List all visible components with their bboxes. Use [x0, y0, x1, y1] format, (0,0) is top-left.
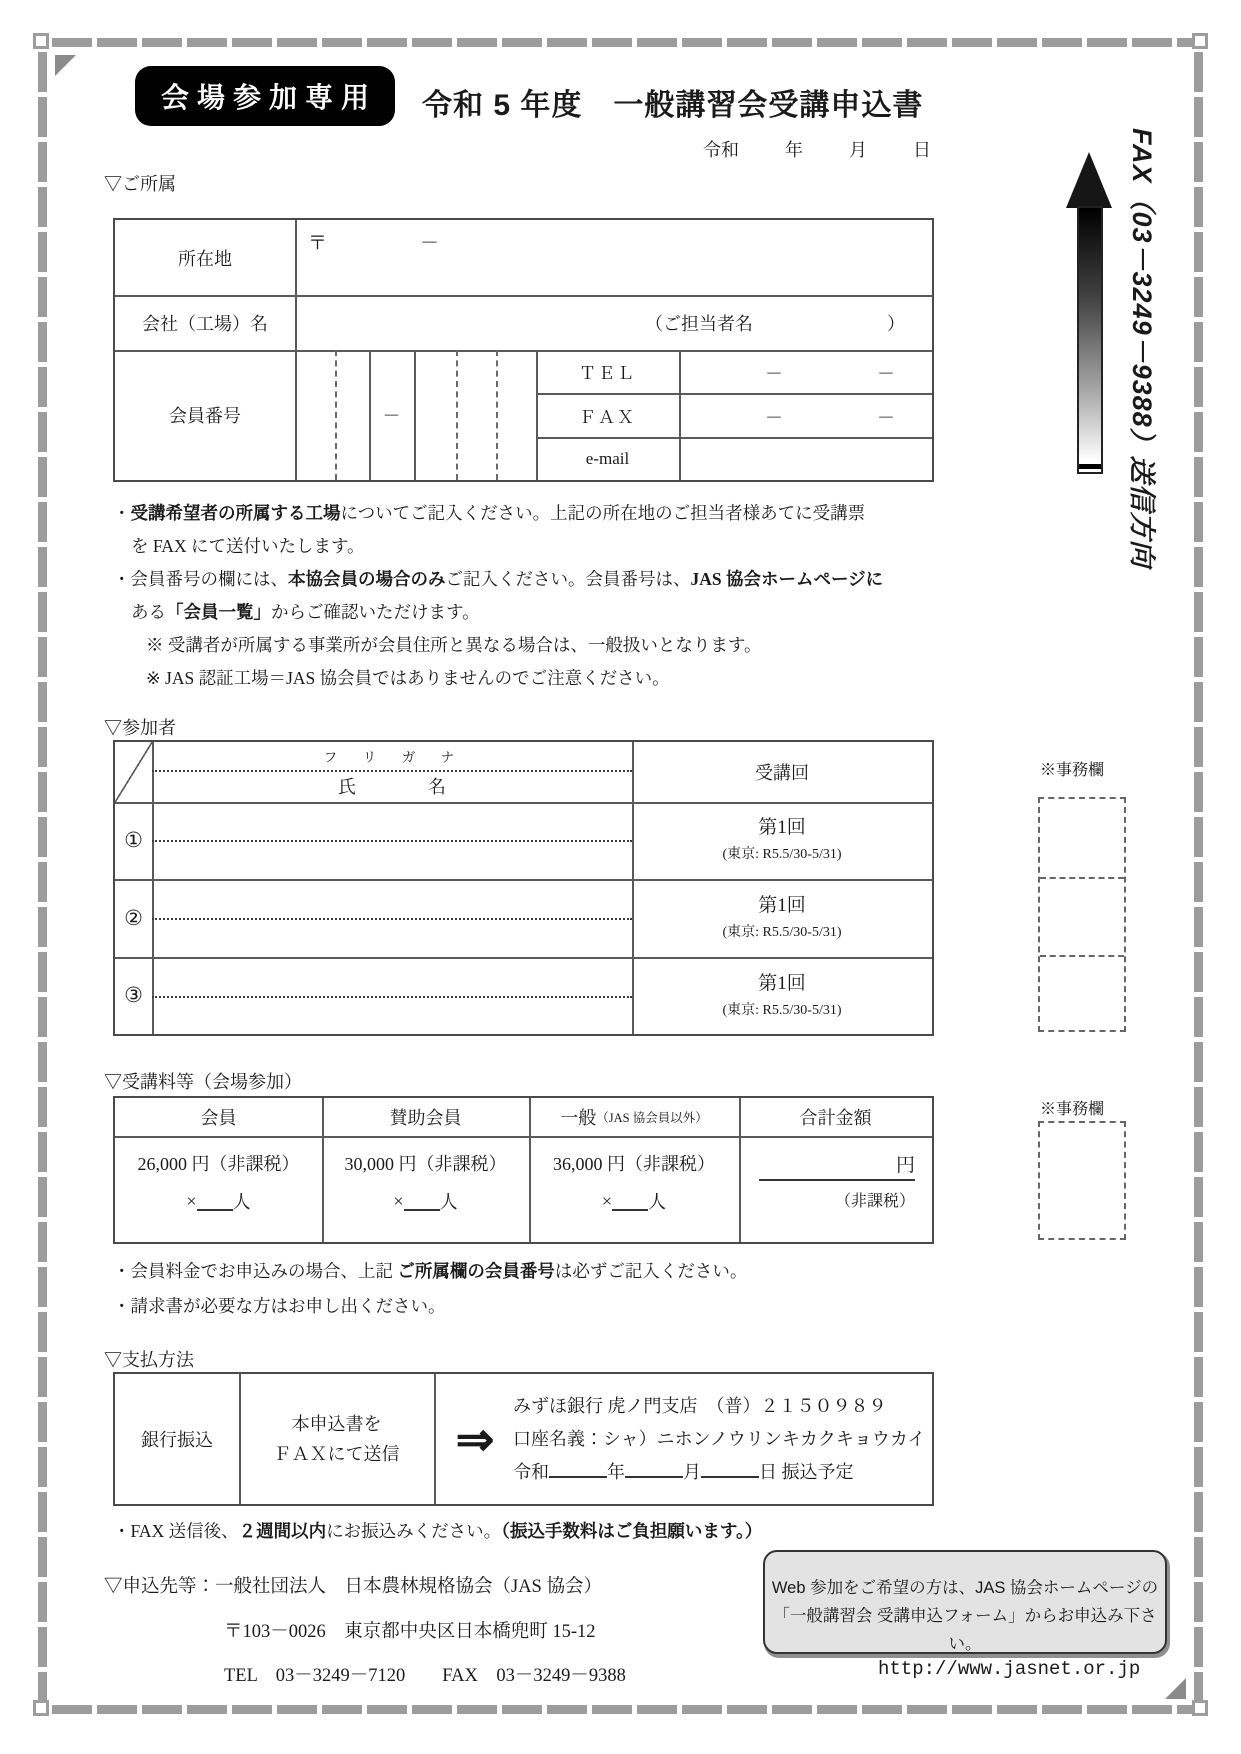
- member-number-dash: －: [382, 406, 401, 426]
- fax-direction-caption: FAX（03－3249－9388）送信方向: [1127, 128, 1157, 568]
- fee-member-count[interactable]: [115, 1186, 322, 1216]
- payment-action-line2: ＦＡＸにて送信: [273, 1444, 400, 1464]
- fee-support-price: 30,000 円（非課税）: [344, 1154, 507, 1174]
- fee-header-member: 会員: [200, 1108, 237, 1128]
- payment-action-line1: 本申込書を: [291, 1414, 382, 1434]
- border-left: [38, 52, 47, 1702]
- fee-header-support: 賛助会員: [389, 1108, 462, 1128]
- web-box-line1: Web 参加をご希望の方は、JAS 協会ホームページの: [771, 1579, 1159, 1597]
- participant-row-number: ③: [124, 983, 143, 1007]
- note-seg: は必ずご記入ください。: [554, 1261, 748, 1281]
- payment-action: [239, 1374, 434, 1504]
- section-affiliation-label: ▽ご所属: [104, 174, 176, 194]
- office-use-box: [1038, 797, 1126, 1032]
- payment-table: [113, 1372, 934, 1506]
- participant-name-cell[interactable]: [152, 957, 632, 1034]
- fee-general-count[interactable]: [529, 1186, 739, 1216]
- footer-address: 〒103－0026 東京都中央区日本橋兜町 15-12: [224, 1622, 596, 1642]
- note-seg: ある: [131, 602, 166, 622]
- date-year: 年: [785, 140, 803, 160]
- count-blank: [197, 1191, 233, 1211]
- note-seg: からご確認いただけます。: [271, 602, 480, 622]
- fee-support-count[interactable]: [322, 1186, 529, 1216]
- note-seg: ご所属欄の会員番号: [397, 1261, 555, 1281]
- note-line: [113, 500, 865, 525]
- note-line: [146, 632, 761, 657]
- furigana-header: フ リ ガ ナ: [323, 750, 461, 765]
- participant-name-cell[interactable]: [152, 802, 632, 879]
- border-triangle-br-icon: [1165, 1678, 1186, 1699]
- note-line: [131, 599, 480, 624]
- note-seg: 受講希望者の所属する工場: [130, 503, 341, 523]
- tel-dash2: －: [877, 364, 895, 384]
- double-arrow-icon: ⇒: [455, 1414, 495, 1465]
- footer-tel-fax: TEL 03－3249－7120 FAX 03－3249－9388: [224, 1666, 626, 1686]
- fee-header-general-main: 一般: [560, 1108, 597, 1128]
- note-seg: ・会員料金でお申込みの場合、上記: [113, 1261, 398, 1281]
- divider-line: [679, 350, 681, 480]
- up-arrow-icon: [1066, 152, 1112, 208]
- border-corner-bl: [33, 1700, 49, 1716]
- company-label: 会社（工場）名: [142, 313, 268, 334]
- badge-label: 会場参加専用: [160, 82, 377, 113]
- session-header: 受講回: [755, 763, 809, 783]
- session-value: 第1回: [758, 972, 806, 994]
- bank-details: [513, 1390, 925, 1489]
- fee-header-general-note: （JAS 協会員以外）: [596, 1111, 708, 1125]
- date-month: 月: [849, 140, 867, 160]
- fax-label: ＦＡＸ: [579, 407, 636, 427]
- fax-dash1: －: [765, 408, 783, 428]
- unit-label: 人: [232, 1192, 251, 1212]
- page-title: 令和 5 年度 一般講習会受講申込書: [422, 89, 924, 122]
- fee-member-price: 26,000 円（非課税）: [137, 1154, 300, 1174]
- note-seg: 本協会員の場合のみ: [288, 569, 446, 589]
- note-seg: ・会員番号の欄には、: [113, 569, 288, 589]
- times-sign: ×: [601, 1190, 613, 1211]
- postal-dash: －: [420, 233, 440, 254]
- sched-year-blank: [549, 1458, 607, 1478]
- participant-row-number: ①: [124, 828, 143, 852]
- affiliation-table: [113, 218, 934, 482]
- border-corner-br: [1192, 1700, 1208, 1716]
- participants-table: [113, 740, 934, 1036]
- web-box-line2: 「一般講習会 受講申込フォーム」からお申込み下さい。: [773, 1607, 1157, 1653]
- office-use-box: [1038, 1121, 1126, 1240]
- note-seg: を FAX にて送付いたします。: [131, 536, 365, 556]
- fee-total-amount[interactable]: 円: [759, 1150, 915, 1181]
- note-line: [113, 566, 883, 591]
- count-blank: [612, 1191, 648, 1211]
- section-payment-label: ▽支払方法: [104, 1350, 194, 1370]
- postal-mark[interactable]: 〒: [308, 233, 328, 254]
- contact-person-close: ）: [887, 314, 905, 334]
- sched-year: 年: [607, 1462, 625, 1482]
- fee-total-tax-note: （非課税）: [834, 1193, 915, 1210]
- fee-general-price: 36,000 円（非課税）: [553, 1154, 715, 1174]
- fees-table: [113, 1096, 934, 1244]
- participant-row-number: ②: [124, 905, 143, 930]
- session-value: 第1回: [758, 816, 806, 838]
- footer-organization: ▽申込先等：一般社団法人 日本農林規格協会（JAS 協会）: [104, 1577, 602, 1597]
- date-day: 日: [913, 140, 931, 160]
- session-detail: (東京: R5.5/30-5/31): [722, 1003, 842, 1018]
- tel-label: ＴＥＬ: [579, 364, 636, 383]
- fax-dash2: －: [877, 408, 895, 428]
- tel-dash1: －: [765, 364, 783, 384]
- note-line: [146, 665, 670, 690]
- venue-only-badge: [135, 66, 395, 126]
- sched-day: 日 振込予定: [759, 1462, 854, 1482]
- note-line: [131, 533, 365, 558]
- arrow-shaft: [1077, 206, 1103, 474]
- note-seg: ２週間以内: [238, 1521, 327, 1541]
- date-era: 令和: [703, 140, 739, 160]
- bank-line2: 口座名義：シャ）ニホンノウリンキカクキョウカイ: [513, 1429, 926, 1449]
- participant-name-cell[interactable]: [152, 879, 632, 957]
- fee-header-total: 合計金額: [799, 1108, 872, 1128]
- session-detail: (東京: R5.5/30-5/31): [722, 925, 842, 940]
- count-blank: [404, 1191, 440, 1211]
- times-sign: ×: [186, 1190, 197, 1211]
- unit-label: 人: [439, 1192, 458, 1212]
- office-use-label: ※事務欄: [1040, 1101, 1105, 1118]
- note-seg: についてご記入ください。上記の所在地のご担当者様あてに受講票: [340, 503, 866, 523]
- note-seg: ・FAX 送信後、: [113, 1521, 239, 1541]
- session-detail: (東京: R5.5/30-5/31): [722, 847, 842, 862]
- note-seg: 「会員一覧」: [166, 602, 271, 622]
- divider-line: [414, 350, 416, 480]
- member-number-label: 会員番号: [169, 406, 241, 426]
- email-label: e-mail: [585, 448, 630, 468]
- footer-url: http://www.jasnet.or.jp: [878, 1658, 1141, 1680]
- note-seg: ※ 受講者が所属する事業所が会員住所と異なる場合は、一般扱いとなります。: [146, 635, 762, 655]
- border-bottom: [52, 1705, 1192, 1714]
- sched-month: 月: [683, 1462, 701, 1482]
- divider-line: [115, 1136, 932, 1138]
- divider-line: [456, 350, 458, 480]
- session-value: 第1回: [758, 894, 806, 916]
- date-line: [703, 136, 931, 162]
- arrow-base: [1079, 464, 1101, 469]
- note-seg: JAS 協会ホームページに: [690, 569, 884, 589]
- note-seg: ・請求書が必要な方はお申し出ください。: [113, 1296, 446, 1316]
- section-fees-label: ▽受講料等（会場参加）: [104, 1072, 302, 1092]
- diagonal-header-cell: [115, 742, 152, 802]
- sched-day-blank: [701, 1458, 759, 1478]
- office-use-label: ※事務欄: [1040, 762, 1105, 779]
- divider-line: [1040, 955, 1124, 957]
- note-seg: （振込手数料はご負担願います。）: [501, 1521, 763, 1541]
- name-header: 氏 名: [338, 777, 446, 797]
- divider-line: [434, 1374, 436, 1504]
- location-label: 所在地: [178, 248, 232, 269]
- fee-header-general: [529, 1098, 739, 1136]
- border-top: [52, 38, 1192, 47]
- payment-method: 銀行振込: [141, 1430, 213, 1450]
- sched-month-blank: [625, 1458, 683, 1478]
- note-seg: にお振込みください。: [326, 1521, 502, 1541]
- contact-person-open: （ご担当者名: [645, 314, 753, 334]
- border-triangle-tl-icon: [55, 55, 76, 76]
- note-seg: ※ JAS 認証工場＝JAS 協会員ではありませんのでご注意ください。: [146, 668, 670, 688]
- sched-era: 令和: [513, 1462, 549, 1482]
- times-sign: ×: [393, 1190, 404, 1211]
- note-seg: ご記入ください。会員番号は、: [445, 569, 691, 589]
- unit-label: 人: [648, 1192, 667, 1212]
- border-corner-tr: [1192, 33, 1208, 49]
- bank-line1: みずほ銀行 虎ノ門支店 （普）２１５０９８９: [513, 1396, 887, 1416]
- payment-note: [113, 1518, 762, 1543]
- note-seg: ・: [113, 503, 131, 523]
- note-line: [113, 1258, 747, 1283]
- section-participants-label: ▽参加者: [104, 718, 176, 738]
- border-corner-tl: [33, 33, 49, 49]
- divider-line: [496, 350, 498, 480]
- divider-line: [335, 350, 337, 480]
- bank-line3: [513, 1456, 925, 1489]
- divider-line: [1040, 877, 1124, 879]
- border-right: [1194, 52, 1203, 1702]
- note-line: [113, 1293, 446, 1318]
- web-participation-box: [763, 1550, 1167, 1654]
